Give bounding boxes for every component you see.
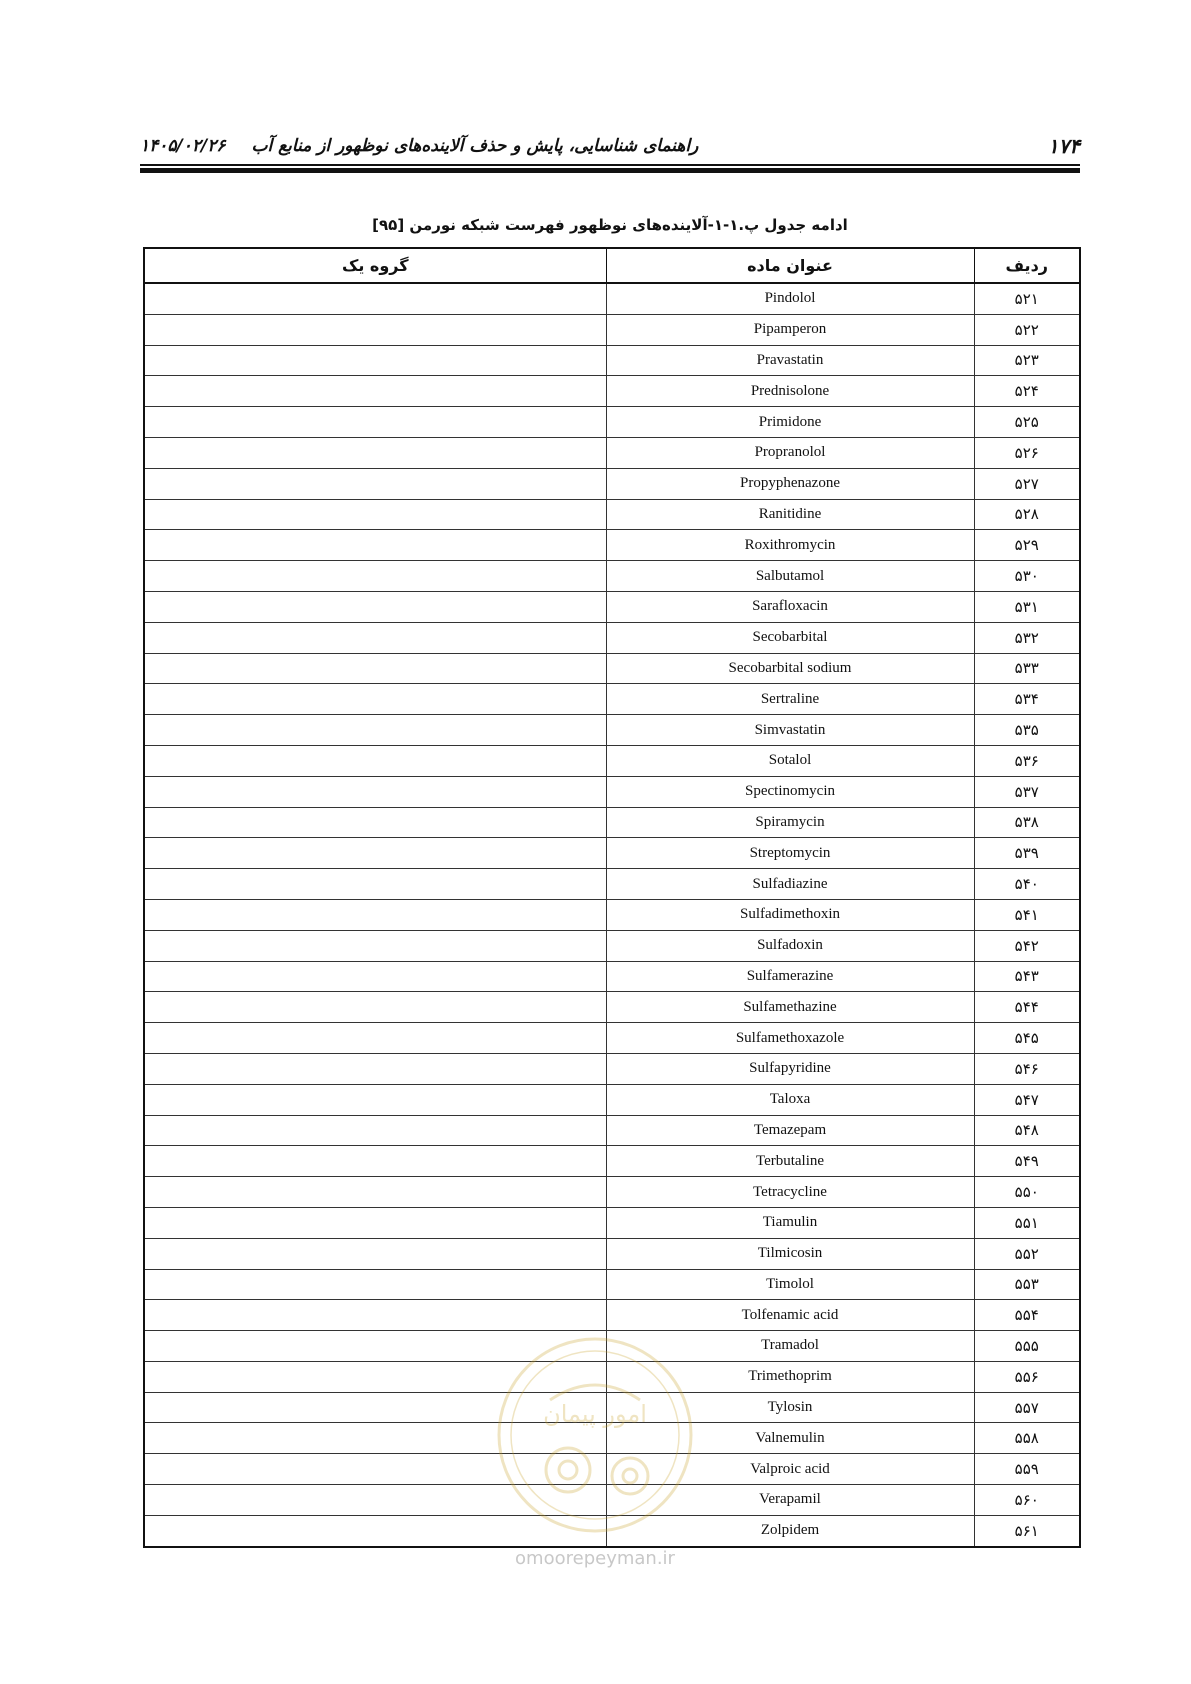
- group-cell: [144, 992, 606, 1023]
- table-row: [144, 1361, 1080, 1392]
- row-number-cell: ۵۳۹: [974, 838, 1080, 869]
- table-row: [144, 1331, 1080, 1362]
- group-cell: [144, 499, 606, 530]
- table-row: [144, 530, 1080, 561]
- table-row: [144, 992, 1080, 1023]
- substance-name-cell: Secobarbital sodium: [606, 653, 974, 684]
- substance-name-cell: Taloxa: [606, 1084, 974, 1115]
- substance-name-cell: Sarafloxacin: [606, 591, 974, 622]
- substance-name-cell: Sotalol: [606, 745, 974, 776]
- group-cell: [144, 1300, 606, 1331]
- group-cell: [144, 1207, 606, 1238]
- row-number-cell: ۵۲۷: [974, 468, 1080, 499]
- substance-name-cell: Roxithromycin: [606, 530, 974, 561]
- substance-name-cell: Terbutaline: [606, 1146, 974, 1177]
- table-row: [144, 930, 1080, 961]
- group-cell: [144, 591, 606, 622]
- group-cell: [144, 1515, 606, 1546]
- substance-name-cell: Propranolol: [606, 437, 974, 468]
- group-cell: [144, 1361, 606, 1392]
- group-cell: [144, 807, 606, 838]
- row-number-cell: ۵۳۲: [974, 622, 1080, 653]
- row-number-cell: ۵۵۴: [974, 1300, 1080, 1331]
- table-row: [144, 1084, 1080, 1115]
- row-number-cell: ۵۴۹: [974, 1146, 1080, 1177]
- table-row: [144, 838, 1080, 869]
- group-cell: [144, 1146, 606, 1177]
- group-cell: [144, 561, 606, 592]
- table-row: [144, 684, 1080, 715]
- table-row: [144, 1300, 1080, 1331]
- row-number-cell: ۵۳۷: [974, 776, 1080, 807]
- row-number-cell: ۵۴۷: [974, 1084, 1080, 1115]
- group-cell: [144, 1423, 606, 1454]
- row-number-cell: ۵۲۲: [974, 314, 1080, 345]
- table-row: [144, 437, 1080, 468]
- row-number-cell: ۵۳۳: [974, 653, 1080, 684]
- row-number-cell: ۵۶۰: [974, 1485, 1080, 1516]
- header-row-number: ردیف: [974, 248, 1080, 283]
- substance-name-cell: Sulfadiazine: [606, 869, 974, 900]
- group-cell: [144, 1115, 606, 1146]
- group-cell: [144, 1269, 606, 1300]
- substance-name-cell: Sertraline: [606, 684, 974, 715]
- table-row: [144, 1423, 1080, 1454]
- watermark-url: omoorepeyman.ir: [515, 1548, 675, 1569]
- group-cell: [144, 314, 606, 345]
- header-group: گروه یک: [144, 248, 606, 283]
- substance-name-cell: Propyphenazone: [606, 468, 974, 499]
- group-cell: [144, 899, 606, 930]
- table-row: [144, 468, 1080, 499]
- row-number-cell: ۵۴۵: [974, 1023, 1080, 1054]
- row-number-cell: ۵۴۰: [974, 869, 1080, 900]
- row-number-cell: ۵۵۵: [974, 1331, 1080, 1362]
- substance-name-cell: Primidone: [606, 407, 974, 438]
- group-cell: [144, 437, 606, 468]
- table-row: [144, 1177, 1080, 1208]
- page-number: ۱۷۴: [1047, 134, 1080, 158]
- group-cell: [144, 1392, 606, 1423]
- table-row: [144, 561, 1080, 592]
- group-cell: [144, 1084, 606, 1115]
- table-caption: ادامه جدول پ.۱-۱-آلاینده‌های نوظهور فهرست شبکه نورمن [۹۵]: [372, 216, 848, 234]
- table-row: [144, 591, 1080, 622]
- table-row: [144, 807, 1080, 838]
- group-cell: [144, 1238, 606, 1269]
- row-number-cell: ۵۵۶: [974, 1361, 1080, 1392]
- substance-name-cell: Secobarbital: [606, 622, 974, 653]
- substance-name-cell: Verapamil: [606, 1485, 974, 1516]
- group-cell: [144, 745, 606, 776]
- group-cell: [144, 1177, 606, 1208]
- row-number-cell: ۵۳۰: [974, 561, 1080, 592]
- header-rule-thin: [140, 164, 1080, 166]
- substance-name-cell: Pravastatin: [606, 345, 974, 376]
- substance-name-cell: Sulfamethazine: [606, 992, 974, 1023]
- group-cell: [144, 407, 606, 438]
- table-header-row: [144, 248, 1080, 283]
- row-number-cell: ۵۲۴: [974, 376, 1080, 407]
- row-number-cell: ۵۲۵: [974, 407, 1080, 438]
- table-row: [144, 1023, 1080, 1054]
- row-number-cell: ۵۳۵: [974, 715, 1080, 746]
- substance-name-cell: Trimethoprim: [606, 1361, 974, 1392]
- running-title: [140, 136, 698, 156]
- group-cell: [144, 961, 606, 992]
- substance-name-cell: Tetracycline: [606, 1177, 974, 1208]
- group-cell: [144, 1331, 606, 1362]
- substance-name-cell: Streptomycin: [606, 838, 974, 869]
- group-cell: [144, 869, 606, 900]
- group-cell: [144, 838, 606, 869]
- row-number-cell: ۵۵۱: [974, 1207, 1080, 1238]
- table-row: [144, 283, 1080, 314]
- substance-name-cell: Timolol: [606, 1269, 974, 1300]
- table-row: [144, 1207, 1080, 1238]
- substance-name-cell: Tiamulin: [606, 1207, 974, 1238]
- table-row: [144, 961, 1080, 992]
- substance-name-cell: Temazepam: [606, 1115, 974, 1146]
- table-row: [144, 776, 1080, 807]
- substance-name-cell: Sulfadimethoxin: [606, 899, 974, 930]
- group-cell: [144, 283, 606, 314]
- group-cell: [144, 468, 606, 499]
- table-row: [144, 314, 1080, 345]
- row-number-cell: ۵۵۹: [974, 1454, 1080, 1485]
- group-cell: [144, 376, 606, 407]
- substance-name-cell: Salbutamol: [606, 561, 974, 592]
- header-rule-thick: [140, 168, 1080, 173]
- row-number-cell: ۵۴۴: [974, 992, 1080, 1023]
- substance-name-cell: Pipamperon: [606, 314, 974, 345]
- substance-name-cell: Sulfapyridine: [606, 1053, 974, 1084]
- row-number-cell: ۵۳۱: [974, 591, 1080, 622]
- group-cell: [144, 653, 606, 684]
- substance-name-cell: Tolfenamic acid: [606, 1300, 974, 1331]
- row-number-cell: ۵۴۶: [974, 1053, 1080, 1084]
- group-cell: [144, 715, 606, 746]
- group-cell: [144, 930, 606, 961]
- table-row: [144, 407, 1080, 438]
- table-row: [144, 345, 1080, 376]
- table-row: [144, 1454, 1080, 1485]
- table-row: [144, 622, 1080, 653]
- substance-name-cell: Spectinomycin: [606, 776, 974, 807]
- substance-name-cell: Tramadol: [606, 1331, 974, 1362]
- row-number-cell: ۵۲۹: [974, 530, 1080, 561]
- table-row: [144, 1269, 1080, 1300]
- table-body: [144, 283, 1080, 1547]
- group-cell: [144, 1454, 606, 1485]
- group-cell: [144, 1053, 606, 1084]
- document-title: راهنمای شناسایی، پایش و حذف آلاینده‌های نوظهور از منابع آب: [251, 136, 699, 156]
- group-cell: [144, 622, 606, 653]
- row-number-cell: ۵۳۴: [974, 684, 1080, 715]
- table-row: [144, 869, 1080, 900]
- row-number-cell: ۵۳۶: [974, 745, 1080, 776]
- table-row: [144, 1053, 1080, 1084]
- row-number-cell: ۵۲۳: [974, 345, 1080, 376]
- substance-name-cell: Tilmicosin: [606, 1238, 974, 1269]
- row-number-cell: ۵۵۲: [974, 1238, 1080, 1269]
- substance-name-cell: Sulfadoxin: [606, 930, 974, 961]
- table-row: [144, 1515, 1080, 1546]
- substance-name-cell: Valproic acid: [606, 1454, 974, 1485]
- row-number-cell: ۵۲۱: [974, 283, 1080, 314]
- row-number-cell: ۵۵۳: [974, 1269, 1080, 1300]
- group-cell: [144, 345, 606, 376]
- table-row: [144, 1392, 1080, 1423]
- table-row: [144, 1146, 1080, 1177]
- table-row: [144, 1238, 1080, 1269]
- row-number-cell: ۵۵۸: [974, 1423, 1080, 1454]
- group-cell: [144, 1023, 606, 1054]
- row-number-cell: ۵۴۸: [974, 1115, 1080, 1146]
- substance-name-cell: Sulfamethoxazole: [606, 1023, 974, 1054]
- row-number-cell: ۵۳۸: [974, 807, 1080, 838]
- row-number-cell: ۵۶۱: [974, 1515, 1080, 1546]
- table-row: [144, 653, 1080, 684]
- substance-name-cell: Sulfamerazine: [606, 961, 974, 992]
- substance-name-cell: Pindolol: [606, 283, 974, 314]
- substance-name-cell: Valnemulin: [606, 1423, 974, 1454]
- svg-text:امور پیمان: امور پیمان: [543, 1400, 647, 1428]
- table-row: [144, 899, 1080, 930]
- table-row: [144, 1115, 1080, 1146]
- header-substance: عنوان ماده: [606, 248, 974, 283]
- row-number-cell: ۵۵۰: [974, 1177, 1080, 1208]
- document-date: ۱۴۰۵/۰۲/۲۶: [140, 136, 226, 156]
- substance-name-cell: Tylosin: [606, 1392, 974, 1423]
- table-row: [144, 499, 1080, 530]
- table-row: [144, 376, 1080, 407]
- row-number-cell: ۵۴۱: [974, 899, 1080, 930]
- group-cell: [144, 684, 606, 715]
- contaminants-table: [143, 247, 1081, 1548]
- group-cell: [144, 1485, 606, 1516]
- row-number-cell: ۵۲۸: [974, 499, 1080, 530]
- row-number-cell: ۵۵۷: [974, 1392, 1080, 1423]
- table-row: [144, 745, 1080, 776]
- row-number-cell: ۵۴۳: [974, 961, 1080, 992]
- table-row: [144, 1485, 1080, 1516]
- row-number-cell: ۵۲۶: [974, 437, 1080, 468]
- substance-name-cell: Zolpidem: [606, 1515, 974, 1546]
- substance-name-cell: Simvastatin: [606, 715, 974, 746]
- group-cell: [144, 776, 606, 807]
- table-row: [144, 715, 1080, 746]
- substance-name-cell: Ranitidine: [606, 499, 974, 530]
- substance-name-cell: Prednisolone: [606, 376, 974, 407]
- substance-name-cell: Spiramycin: [606, 807, 974, 838]
- row-number-cell: ۵۴۲: [974, 930, 1080, 961]
- group-cell: [144, 530, 606, 561]
- page-header: [140, 128, 1080, 164]
